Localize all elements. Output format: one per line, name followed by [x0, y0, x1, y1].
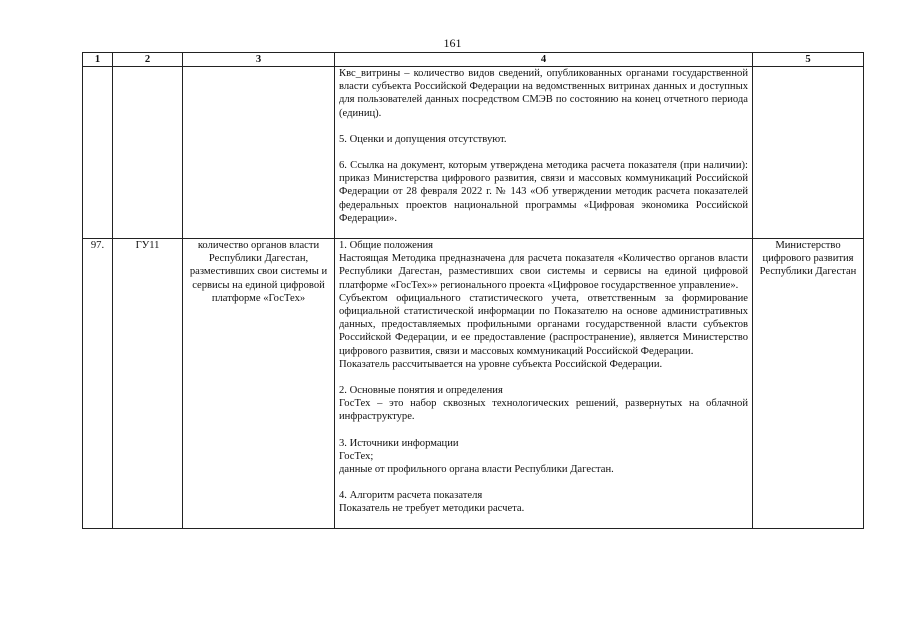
cell-code — [113, 67, 183, 239]
section-title: 3. Источники информации — [339, 437, 459, 449]
table-row — [83, 239, 864, 529]
header-col-3: 3 — [183, 53, 335, 67]
method-paragraph: Квс_витрины – количество видов сведений, опубликованных органами государственной власти субъекта Российской Федерации на ведомственных витринах данных и доступных для пользователей данных посредством СМЭВ по состоянию на конец отчетного периода (единиц). — [339, 68, 748, 119]
cell-indicator — [183, 67, 335, 239]
method-paragraph: Субъектом официального статистического учета, ответственным за формирование официальной статистической информации по Показателю на основе административных данных, предоставляемых профильными органами государственной власти субъектов Российской Федерации, и ее предоставление (распространение), является Министерство цифрового развития, связи и массовых коммуникаций Российской Федерации. — [339, 292, 748, 357]
method-paragraph: 6. Ссылка на документ, которым утверждена методика расчета показателя (при наличии): приказ Министерства цифрового развития, связи и массовых коммуникаций Российской Федерации от 28 февраля 2022 г. № 143 «Об утверждении методик расчета показателей федеральных проектов национальной программы «Цифровая экономика Российской Федерации». — [339, 160, 748, 224]
table-row — [83, 67, 864, 239]
indicators-table — [82, 52, 864, 529]
cell-method — [335, 239, 753, 529]
header-col-4: 4 — [335, 53, 753, 67]
cell-indicator: количество органов власти Республики Дагестан, разместивших свои системы и сервисы на единой цифровой платформе «ГосТех» — [183, 239, 335, 529]
cell-num: 97. — [83, 239, 113, 529]
section-title: 4. Алгоритм расчета показателя — [339, 490, 483, 502]
cell-num — [83, 67, 113, 239]
header-col-5: 5 — [753, 53, 864, 67]
method-paragraph: 5. Оценки и допущения отсутствуют. — [339, 133, 507, 145]
cell-method — [335, 67, 753, 239]
header-col-2: 2 — [113, 53, 183, 67]
section-title: 1. Общие положения — [339, 240, 434, 252]
method-paragraph: Показатель рассчитывается на уровне субъекта Российской Федерации. — [339, 358, 663, 370]
page-number: 161 — [443, 36, 462, 50]
header-col-1: 1 — [83, 53, 113, 67]
method-paragraph: Показатель не требует методики расчета. — [339, 503, 525, 515]
method-paragraph: ГосТех; — [339, 450, 374, 462]
cell-code: ГУ11 — [113, 239, 183, 529]
cell-responsible: Министерство цифрового развития Республики Дагестан — [753, 239, 864, 529]
method-paragraph: Настоящая Методика предназначена для расчета показателя «Количество органов власти Республики Дагестан, разместивших свои системы и сервисы на единой цифровой платформе «ГосТех»» регионального проекта «Цифровое государственное управление». — [339, 253, 748, 291]
method-paragraph: ГосТех – это набор сквозных технологических решений, развернутых на облачной инфраструктуре. — [339, 398, 748, 423]
cell-responsible — [753, 67, 864, 239]
table-header-row — [83, 53, 864, 67]
section-title: 2. Основные понятия и определения — [339, 385, 503, 397]
method-paragraph: данные от профильного органа власти Республики Дагестан. — [339, 464, 614, 476]
